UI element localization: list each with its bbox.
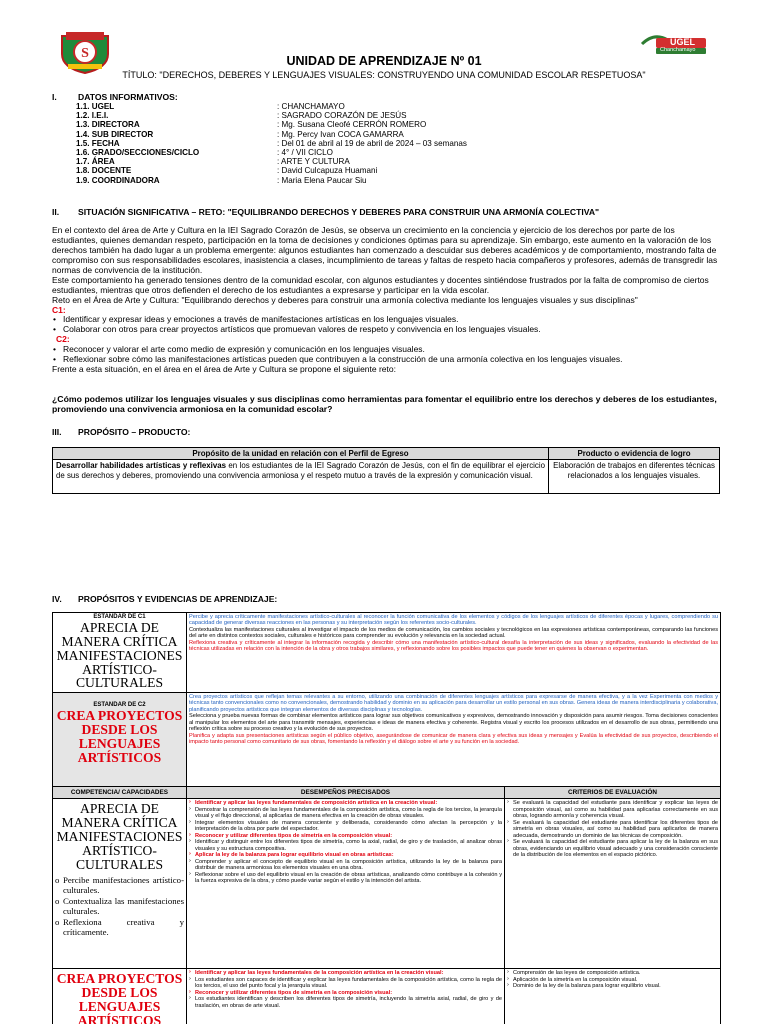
standard-c1-label-cell <box>53 613 187 693</box>
info-value: : Maria Elena Paucar Siu <box>277 175 367 185</box>
section-4-heading <box>52 594 277 604</box>
paragraph: Este comportamiento ha generado tensiones dentro de la comunidad escolar, con algunos estudiantes y docentes sintiéndose frustrados por la falta de compromiso de ciertos estudiantes, mientras que otros defienden el derecho de los estudiantes a expresarse y participar en la vida escolar. <box>52 274 709 295</box>
info-key: 1.2. I.E.I. <box>76 111 109 121</box>
standard-text-red: Planifica y adapta sus presentaciones artísticas según el público objetivo, asegurándose de comunicar de manera clara y efectiva sus ideas y mensajes y Evalúa la efectividad de sus proyectos, describiendo el impacto tanto personal como comunitario de sus obras, fomentando la reflexión y el diálogo sobre el arte y su función en la sociedad. <box>189 732 718 746</box>
info-key: 1.5. FECHA <box>76 138 120 148</box>
performance-1-cell <box>187 799 505 969</box>
list-item: › Demostrar la comprensión de las leyes fundamentales de la composición artística, como la regla de los tercios, la jerarquía visual y el flujo direccional, al aplicarlas de manera efectiva en la creación de obras visuales. <box>189 807 502 820</box>
standard-text: Selecciona y prueba nuevas formas de combinar elementos artísticos para lograr sus objetivos comunicativos y expresivos, demostrando innovación y disposición para asumir riesgos. Toma decisiones conscientes al manipular los elementos del arte para transmitir mensajes, experiencias e ideas de manera efectiva y coherente. Registra visual y escrito los procesos utilizados en el desarrollo de sus obras, permitiendo una reflexión crítica sobre su proceso creativo y la evolución de sus proyectos. <box>189 713 718 733</box>
purpose-cell <box>53 460 549 494</box>
performance-2-cell <box>187 969 505 1024</box>
standard-text-red: Reflexiona creativa y críticamente al integrar la información recogida y describir cómo una manifestación artístico-cultural desafía la interpretación de sus ideas y significados, evaluando la efectividad de las técnicas utilizadas en relación con la intención de la obra y otros trabajos similares, y reflexionando sobre los posibles impactos que puede tener en quienes la observan o experimentan. <box>189 639 718 653</box>
list-item: o Reflexiona creativa y críticamente. <box>55 917 184 938</box>
purpose-text: en los estudiantes de la IEI Sagrado Corazón de Jesús, con el fin de equilibrar el ejercicio de sus derechos y deberes, promoviendo una convivencia armoniosa y el respeto mutuo a través de la expresión y comunicación visual. <box>56 461 545 480</box>
list-item: › Reconocer y utilizar diferentes tipos de simetría en la composición visual: <box>189 833 502 839</box>
info-row <box>76 120 676 129</box>
section-title: DATOS INFORMATIVOS: <box>78 92 178 102</box>
info-key: 1.9. COORDINADORA <box>76 175 160 185</box>
section-2-heading <box>52 207 599 217</box>
info-value: : Del 01 de abril al 19 de abril de 2024 – 03 semanas <box>277 138 467 148</box>
info-row <box>76 102 676 111</box>
info-row <box>76 111 676 120</box>
info-key: 1.6. GRADO/SECCIONES/CICLO <box>76 147 200 157</box>
c1-label: C1: <box>52 304 66 315</box>
section-3-heading <box>52 427 190 437</box>
list-item: • Reconocer y valorar el arte como medio de expresión y comunicación en los lenguajes visuales. <box>52 345 720 355</box>
list-item: › Identificar y aplicar las leyes fundamentales de composición artística en la creación visual: <box>189 800 502 806</box>
list-item: › Identificar y aplicar las leyes fundamentales de la composición artística en la creación visual: <box>189 970 502 976</box>
list-item: › Integrar elementos visuales de manera consciente y deliberada, considerando cómo afectan la percepción y la interpretación de la obra por parte del espectador. <box>189 820 502 833</box>
info-key: 1.7. ÁREA <box>76 157 115 167</box>
table-header: Producto o evidencia de logro <box>549 448 720 460</box>
section-number: III. <box>52 427 62 437</box>
list-item: • Colaborar con otros para crear proyectos artísticos que promuevan valores de respeto y convivencia en los lenguajes visuales. <box>52 325 720 335</box>
list-item: › Comprender y aplicar el concepto de equilibrio visual en la composición artística, utilizando la ley de la balanza para distribuir de manera armoniosa los elementos visuales en una obra. <box>189 859 502 872</box>
informative-data-list <box>76 102 676 185</box>
info-value: : SAGRADO CORAZÓN DE JESÚS <box>277 111 407 121</box>
standard-label: ESTANDAR DE C2 <box>93 702 146 708</box>
column-header: COMPETENCIA/ CAPACIDADES <box>53 787 187 799</box>
info-key: 1.3. DIRECTORA <box>76 120 140 130</box>
section-title: PROPÓSITOS Y EVIDENCIAS DE APRENDIZAJE: <box>78 594 278 604</box>
paragraph: Reto en el Área de Arte y Cultura: "Equilibrando derechos y deberes para construir una armonía colectiva mediante los lenguajes visuales y sus disciplinas" <box>52 294 638 305</box>
standard-c1-text <box>187 613 721 693</box>
list-item: › Reconocer y utilizar diferentes tipos de simetría en la composición visual: <box>189 990 502 996</box>
list-item: › Aplicación de la simetría en la composición visual. <box>507 977 718 983</box>
info-key: 1.1. UGEL <box>76 102 115 111</box>
section-title: SITUACIÓN SIGNIFICATIVA – RETO: "EQUILIBRANDO DERECHOS Y DEBERES PARA CONSTRUIR UNA ARMONÍA COLECTIVA" <box>78 207 600 217</box>
list-item: • Identificar y expresar ideas y emociones a través de manifestaciones artísticas en los lenguajes visuales. <box>52 315 720 325</box>
challenge-question: ¿Cómo podemos utilizar los lenguajes visuales y sus disciplinas como herramientas para fomentar el equilibrio entre los derechos y deberes de los estudiantes, promoviendo una convivencia armoniosa en la comunidad escolar? <box>52 394 717 415</box>
list-item: › Se evaluará la capacidad del estudiante para aplicar la ley de la balanza en sus obras, evidenciando un equilibrio visual adecuado y una consideración consciente de la distribución de los elementos en el espacio pictórico. <box>507 839 718 858</box>
competency-title: APRECIA DE MANERA CRÍTICA MANIFESTACIONES ARTÍSTICO-CULTURALES <box>56 801 183 872</box>
c2-label: C2: <box>56 334 70 345</box>
info-value: : CHANCHAMAYO <box>277 102 345 111</box>
list-item: • Reflexionar sobre cómo las manifestaciones artísticas pueden que contribuyen a la construcción de una armonía colectiva en los lenguajes visuales. <box>52 355 720 365</box>
competency-title: CREA PROYECTOS DESDE LOS LENGUAJES ARTÍSTICOS <box>56 971 183 1024</box>
info-value: : Mg. Susana Cleofé CERRÓN ROMERO <box>277 120 427 130</box>
list-item: › Los estudiantes son capaces de identificar y explicar las leyes fundamentales de la composición artística, como la regla de los tercios, el uso del punto focal y la jerarquía visual. <box>189 977 502 990</box>
document-title: UNIDAD DE APRENDIZAJE Nº 01 <box>286 54 482 68</box>
info-row <box>76 176 676 185</box>
info-row <box>76 139 676 148</box>
svg-text:S: S <box>81 46 89 61</box>
ugel-logo-subtext: Chanchamayo <box>660 47 696 53</box>
competency-2-cell <box>53 969 187 1024</box>
paragraph: En el contexto del área de Arte y Cultura en la IEI Sagrado Corazón de Jesús, se observa un crecimiento en la conciencia y ejercicio de los derechos por parte de los estudiantes, quienes demandan respeto, participación en la toma de decisiones y condiciones óptimas para su aprendizaje. Sin embargo, este aumento en la valoración de los derechos también ha dado lugar a un problema emergente: algunos estudiantes han comenzado a descuidar sus deberes académicos y de comportamiento, mostrando falta de compromiso con sus responsabilidades escolares, inasistencia a clases, incumplimiento de tareas y faltas de respeto hacia compañeros y profesores, además de transgredir las normas de convivencia de la institución. <box>52 225 718 275</box>
capacities-list <box>55 875 184 938</box>
info-value: : ARTE Y CULTURA <box>277 157 350 167</box>
list-item: o Percibe manifestaciones artístico-culturales. <box>55 875 184 896</box>
competency-1-cell <box>53 799 187 969</box>
column-header: CRITERIOS DE EVALUACIÓN <box>505 787 721 799</box>
table-header: Propósito de la unidad en relación con el Perfil de Egreso <box>53 448 549 460</box>
info-value: : David Culcapuza Huamani <box>277 166 378 176</box>
performance-list <box>189 970 502 1009</box>
section-number: I. <box>52 92 57 102</box>
purpose-product-table <box>52 447 720 494</box>
info-key: 1.4. SUB DIRECTOR <box>76 129 154 139</box>
info-row <box>76 148 676 157</box>
info-key: 1.8. DOCENTE <box>76 166 132 176</box>
info-row <box>76 130 676 139</box>
learning-evidence-table <box>52 612 721 1024</box>
criteria-list <box>507 800 718 858</box>
standard-c2-label-cell <box>53 693 187 787</box>
section-title: PROPÓSITO – PRODUCTO: <box>78 427 191 437</box>
section-1-heading <box>52 92 178 102</box>
document-subtitle: TÍTULO: "DERECHOS, DEBERES Y LENGUAJES VISUALES: CONSTRUYENDO UNA COMUNIDAD ESCOLAR RESPETUOSA" <box>122 70 646 80</box>
ugel-logo-text: UGEL <box>670 37 696 47</box>
standard-text-blue: Crea proyectos artísticos que reflejan temas relevantes a su entorno, utilizando una combinación de diferentes lenguajes artísticos para expresarse de manera efectiva, y a la vez Experimenta con medios y técnicas tanto convencionales como no convencionales, demostrando habilidad y dominio en su aplicación para desarrollar un estilo personal en sus obras. Genera ideas de manera interdisciplinaria y colaborativa, planificando proyectos artísticos que integran elementos de diversas disciplinas y tecnologías. <box>189 694 718 713</box>
product-cell: Elaboración de trabajos en diferentes técnicas relacionados a los lenguajes visuales. <box>549 460 720 494</box>
list-item: › Los estudiantes identifican y describen los diferentes tipos de simetría, incluyendo la simetría axial, radial, de giro y de traslación, en obras de arte visual. <box>189 996 502 1009</box>
criteria-1-cell <box>505 799 721 969</box>
section-number: IV. <box>52 594 62 604</box>
info-row <box>76 166 676 175</box>
info-row <box>76 157 676 166</box>
performance-list <box>189 800 502 884</box>
c2-list <box>52 345 720 365</box>
list-item: › Aplicar la ley de la balanza para lograr equilibrio visual en obras artísticas: <box>189 852 502 858</box>
criteria-2-cell <box>505 969 721 1024</box>
standard-label: ESTANDAR DE C1 <box>93 614 146 620</box>
list-item: › Comprensión de las leyes de composición artística. <box>507 970 718 976</box>
standard-c2-text <box>187 693 721 787</box>
standard-text-blue: Percibe y aprecia críticamente manifestaciones artístico-culturales al reconocer la función comunicativa de los elementos y códigos de los lenguajes artísticos de diferentes épocas y lugares, comprendiendo su capacidad de generar diversas reacciones en las personas y su interpretación según los referentes socio-culturales. <box>189 614 718 627</box>
list-item: o Contextualiza las manifestaciones culturales. <box>55 896 184 917</box>
list-item: › Reflexionar sobre el uso del equilibrio visual en la creación de obras artísticas, analizando cómo contribuye a la cohesión y la fuerza expresiva de la obra, y cómo puede variar según el estilo y la intención del artista. <box>189 872 502 885</box>
ugel-logo <box>640 30 710 56</box>
standard-title: APRECIA DE MANERA CRÍTICA MANIFESTACIONES ARTÍSTICO-CULTURALES <box>56 619 183 691</box>
criteria-list <box>507 970 718 989</box>
list-item: › Se evaluará la capacidad del estudiante para identificar los diferentes tipos de simetría en obras visuales, así como su habilidad para aplicarlos de manera adecuada, demostrando un dominio de las técnicas de composición. <box>507 820 718 839</box>
c1-list <box>52 315 720 335</box>
paragraph: Frente a esta situación, en el área en el área de Arte y Cultura se propone el siguiente reto: <box>52 364 396 375</box>
section-number: II. <box>52 207 60 217</box>
situation-text <box>52 226 720 375</box>
list-item: › Dominio de la ley de la balanza para lograr equilibrio visual. <box>507 983 718 989</box>
list-item: › Identificar y distinguir entre los diferentes tipos de simetría, como la axial, radial, de giro y de traslación, al analizar obras visuales y su estructura compositiva. <box>189 839 502 852</box>
purpose-bold: Desarrollar habilidades artísticas y reflexivas <box>56 461 227 471</box>
info-value: : 4° / VII CICLO <box>277 147 333 157</box>
info-value: : Mg. Percy Ivan COCA GAMARRA <box>277 129 404 139</box>
column-header: DESEMPEÑOS PRECISADOS <box>187 787 505 799</box>
list-item: › Se evaluará la capacidad del estudiante para identificar y explicar las leyes de composición visual, así como su habilidad para aplicarlas correctamente en sus obras, logrando armonía y coherencia visual. <box>507 800 718 819</box>
standard-title: CREA PROYECTOS DESDE LOS LENGUAJES ARTÍSTICOS <box>56 707 183 765</box>
standard-text: Contextualiza las manifestaciones culturales al investigar el impacto de los medios de comunicación, los cambios sociales y tecnológicos en las expresiones artísticas contemporáneas, comparando las funciones del arte en distintos contextos sociales, culturales e históricos para comprender su evolución y relevancia en la sociedad actual. <box>189 626 718 640</box>
